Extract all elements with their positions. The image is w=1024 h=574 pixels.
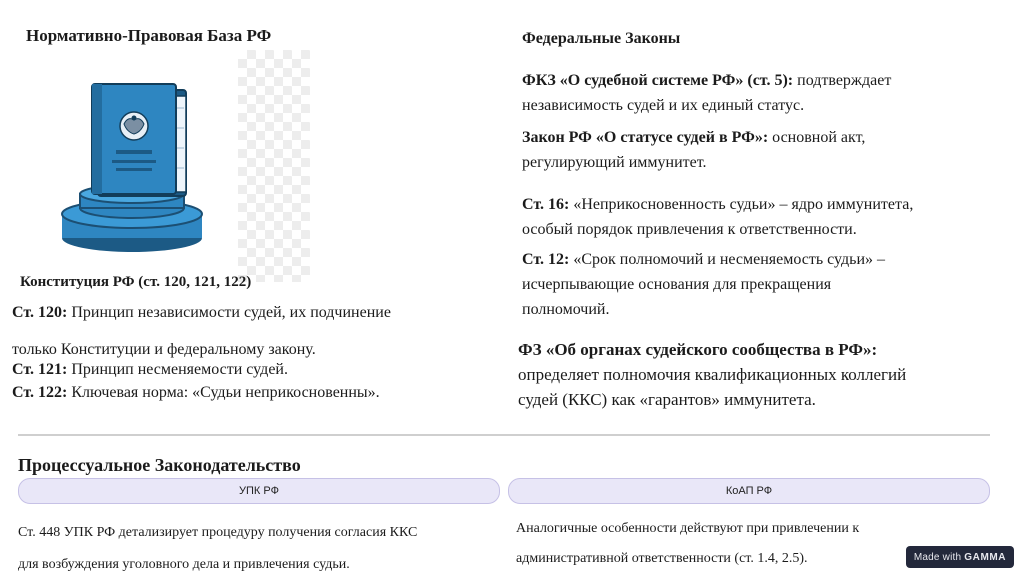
- article-120-continued: только Конституции и федеральному закону.: [12, 341, 316, 358]
- article-12-label: Ст. 12:: [522, 251, 570, 268]
- status-law-block: [522, 126, 1002, 174]
- right-title: Федеральные Законы: [522, 30, 681, 47]
- status-law-text-1: основной акт,: [768, 129, 866, 146]
- koap-text-2: административной ответственности (ст. 1.4, 2.5).: [516, 551, 808, 566]
- fkz-block: [522, 69, 1002, 117]
- status-law-text-2: регулирующий иммунитет.: [522, 154, 707, 171]
- fz-text-2: судей (ККС) как «гарантов» иммунитета.: [518, 390, 816, 409]
- article-120: [12, 301, 482, 324]
- section-divider: [18, 434, 990, 436]
- koap-text-1: Аналогичные особенности действуют при привлечении к: [516, 521, 860, 536]
- upk-text-2: для возбуждения уголовного дела и привлечения судьи.: [18, 557, 350, 572]
- fkz-text-2: независимость судей и их единый статус.: [522, 97, 805, 114]
- article-12-text-2: исчерпывающие основания для прекращения: [522, 276, 832, 293]
- article-12-block: [522, 248, 1002, 321]
- constitution-book-image: [22, 48, 240, 270]
- article-122-label: Ст. 122:: [12, 384, 68, 401]
- article-16-text-1: «Неприкосновенность судьи» – ядро иммунитета,: [569, 196, 914, 213]
- fkz-text-1: подтверждает: [793, 72, 892, 89]
- article-16-text-2: особый порядок привлечения к ответственности.: [522, 221, 857, 238]
- article-122: [12, 381, 380, 404]
- article-12-text-1: «Срок полномочий и несменяемость судьи» –: [569, 251, 886, 268]
- article-12-text-3: полномочий.: [522, 301, 610, 318]
- left-title: Нормативно-Правовая База РФ: [26, 26, 272, 45]
- article-120-label: Ст. 120:: [12, 304, 68, 321]
- article-122-text: Ключевая норма: «Судьи неприкосновенны».: [67, 384, 380, 401]
- made-with-gamma-badge[interactable]: [906, 546, 1014, 568]
- tab-koap[interactable]: КоАП РФ: [508, 478, 990, 504]
- fz-block: [518, 338, 998, 411]
- book-on-pedestal-icon: [22, 48, 240, 270]
- article-16-label: Ст. 16:: [522, 196, 570, 213]
- article-16-block: [522, 193, 1002, 241]
- fz-text-1: определяет полномочия квалификационных коллегий: [518, 365, 907, 384]
- fz-label: ФЗ «Об органах судейского сообщества в РФ»:: [518, 340, 878, 359]
- article-120-text-1: Принцип независимости судей, их подчинение: [67, 304, 391, 321]
- image-caption: Конституция РФ (ст. 120, 121, 122): [20, 274, 252, 290]
- procedural-title: Процессуальное Законодательство: [18, 455, 301, 475]
- status-law-label: Закон РФ «О статусе судей в РФ»:: [522, 129, 769, 146]
- upk-text-1: Ст. 448 УПК РФ детализирует процедуру получения согласия ККС: [18, 525, 418, 540]
- badge-prefix: Made with: [913, 551, 962, 563]
- fkz-label: ФКЗ «О судебной системе РФ» (ст. 5):: [522, 72, 794, 89]
- badge-brand: GAMMA: [964, 551, 1007, 563]
- article-121: [12, 358, 288, 381]
- article-121-text: Принцип несменяемости судей.: [67, 361, 288, 378]
- tab-upk[interactable]: УПК РФ: [18, 478, 500, 504]
- image-background-pattern: [238, 50, 310, 282]
- article-121-label: Ст. 121:: [12, 361, 68, 378]
